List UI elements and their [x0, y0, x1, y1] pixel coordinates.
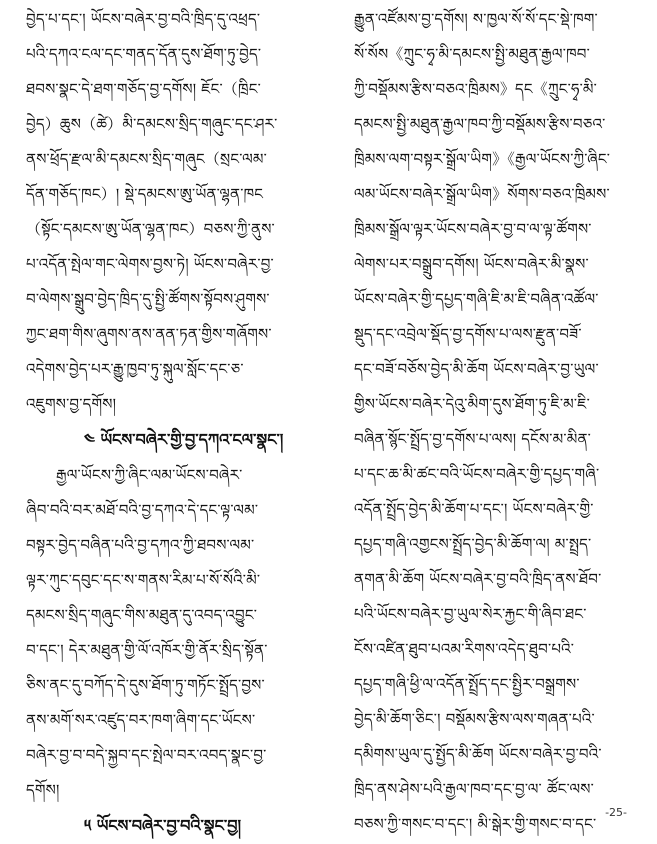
text-line: ཀྱང་ཐག་གིས་ཞུགས་ནས་ནན་ཏན་གྱིས་གཞོགས་ [26, 325, 272, 343]
text-line: སྡུད་དང་འབྲེལ་སྡོད་བྱ་དགོས་པ་ལས་རྫུན་བཟོ་ [354, 325, 582, 343]
text-line: བཞེར་བྱ་བ་བདེ་སྐྱབ་དང་སྤེལ་བར་འབད་སྣང་བྱ་ [26, 746, 267, 764]
text-line: ཐབས་སྣང་དེ་ཐག་གཅོད་བྱ་དགོས། ཇོང་（ཁྲིང་ [26, 80, 261, 98]
text-line: བ་དང་། དེར་མཐུན་གྱི་ལོ་འཁོར་གྱི་ནོར་སྲིད་སྟོན་ [26, 641, 268, 659]
text-line: རྒྱལ་ཡོངས་ཀྱི་ཞིང་ལམ་ཡོངས་བཞེར་ [56, 466, 243, 484]
section-heading-5: ༥ ཡོངས་བཞེར་བྱ་བའི་སྣང་བྱ། [84, 816, 242, 835]
text-line: བ་ལེགས་སྒྲུབ་བྱེད་ཁྲིད་དུ་སྤྱི་ཚོགས་སྟོབས་ཤུགས་ [26, 290, 270, 308]
text-line: འདོན་སྤྲོད་བྱེད་མི་ཆོག་པ་དང་། ཡོངས་བཞེར་གྱི་ [354, 500, 594, 518]
text-line: བྱེད）ཆུས（ཚེ）མི་དམངས་སྲིད་གཞུང་དང་ཤར་ [26, 115, 278, 133]
text-line: ནས་མགོ་སར་འཛུད་བར་ཁག་ཞིག་དང་ཡོངས་ [26, 711, 256, 729]
page-number: -25- [605, 806, 627, 819]
text-line: རྒྱུན་འཛོམས་བྱ་དགོས། ས་ཁྱལ་སོ་སོ་དང་སྡེ་ཁག་ [354, 10, 598, 28]
text-line: བྱེད་མི་ཆོག་ཅིང་། བསྡོམས་རྩིས་ལས་གཞན་པའི་ [354, 710, 595, 728]
paragraph-1 [26, 2, 322, 422]
text-line: དམིགས་ཡུལ་དུ་སྤྱོད་མི་ཆོག ཡོངས་བཞེར་བྱ་བའི་ [354, 745, 602, 763]
text-line: ལྟར་ཀུང་དབུང་དང་ས་གནས་རིམ་པ་སོ་སོའི་མི་ [26, 571, 261, 589]
text-line: ཁྲིད་ནས་ཤེས་པའི་རྒྱལ་ཁབ་དང་བྱ་ལ་ ཚོང་ལས་ [354, 780, 594, 798]
text-line: ལེགས་པར་བསྒྲུབ་དགོས། ཡོངས་བཞེར་མི་སྣས་ [354, 255, 589, 273]
text-line: དགོས། [26, 781, 60, 799]
text-line: དཔྱད་གཞི་ཕྱི་ལ་འདོན་སྤྲོད་དང་སྤྱིར་བསྒྲགས་ [354, 675, 580, 693]
section-heading-4: ༤ ཡོངས་བཞེར་གྱི་བྱ་དཀའ་ངལ་སྣང་། [84, 430, 284, 449]
left-column [26, 2, 322, 844]
text-line: དཔྱད་གཞི་འགྱངས་སྤྲོད་བྱེད་མི་ཆོག་ལ། མ་སྤྲད་ [354, 535, 592, 553]
text-line: གྱིས་ཡོངས་བཞེར་དེའུ་མིག་དུས་ཐོག་ཏུ་ཇི་མ་ཇི་ [354, 395, 590, 413]
text-line: བཞིན་སྙོང་སྤྲོད་བྱ་དགོས་པ་ལས། དངོས་མ་མིན་ [354, 430, 592, 448]
text-line: པའི་ཡོངས་བཞེར་བྱ་ཡུལ་སེར་རྐྱང་གི་ཞིབ་ཐང་ [354, 605, 587, 623]
text-line: དམངས་སྲིད་གཞུང་གིས་མཐུན་དུ་འབད་འབྱུང་ [26, 606, 258, 624]
text-line: བཅས་ཀྱི་གསང་བ་དང་། མི་སྒེར་གྱི་གསང་བ་དང་ [354, 815, 597, 833]
text-line: པ་དང་ཆ་མི་ཚང་བའི་ཡོངས་བཞེར་གྱི་དཔྱད་གཞི་ [354, 465, 600, 483]
paragraph-2 [26, 458, 322, 808]
text-line: བསྟར་བྱེད་བཞིན་པའི་བྱ་དཀའ་ཀྱི་ཐབས་ལམ་ [26, 536, 255, 554]
right-column [354, 2, 650, 842]
text-line: ཞིབ་བའི་བར་མཐོ་བའི་བྱ་དཀའ་དེ་དང་ལྟ་ལམ་ [26, 501, 259, 519]
text-line: ཡོངས་བཞེར་གྱི་དཔྱད་གཞི་ཇི་མ་ཇི་བཞིན་འཚོལ་ [354, 290, 599, 308]
text-line: པ་འདོན་སྤེལ་གང་ལེགས་བྱས་ཏེ། ཡོངས་བཞེར་བྱ་ [26, 255, 274, 273]
text-line: འཇུགས་བྱ་དགོས། [26, 395, 117, 413]
text-line: ངོས་འཛིན་ཐུབ་པའམ་རིགས་འདེད་ཐུབ་པའི་ [354, 640, 575, 658]
text-line: དང་བཟོ་བཅོས་བྱེད་མི་ཆོག ཡོངས་བཞེར་བྱ་ཡུལ་ [354, 360, 599, 378]
text-line: ཀྱི་བསྡོམས་རྩིས་བཅའ་ཁྲིམས》དང《ཀྲུང་ཧྭ་མི་ [354, 80, 598, 98]
text-line: སོ་སོས《ཀྲུང་ཧྭ་མི་དམངས་སྤྱི་མཐུན་རྒྱལ་ཁབ་ [354, 45, 590, 63]
text-line: པའི་དཀའ་ངལ་དང་གནད་དོན་དུས་ཐོག་ཏུ་བྱེད་ [26, 45, 262, 63]
text-line: དམངས་སྤྱི་མཐུན་རྒྱལ་ཁབ་ཀྱི་བསྡོམས་རྩིས་བཅའ་ [354, 115, 606, 133]
text-line: འདེགས་བྱེད་པར་རྒྱུ་ཁྱབ་ཏུ་སྐུལ་སློང་དང་ཅ་ [26, 360, 244, 378]
text-line: （སྟོང་དམངས་ཨུ་ཡོན་ལྷན་ཁང）བཅས་ཀྱི་ནུས་ [26, 220, 275, 238]
text-line: ཁྲིམས་ལག་བསྟར་སྒྲོལ་ཡིག》《རྒྱལ་ཡོངས་ཀྱི་ཞིང་ [354, 150, 611, 168]
text-line: བྱེད་པ་དང་། ཡོངས་བཞེར་བྱ་བའི་ཁྲིད་དུ་འཕྲད་ [26, 10, 261, 28]
text-line: དོན་གཅོད་ཁང）། སྡེ་དམངས་ཨུ་ཡོན་ལྷན་ཁང [26, 185, 264, 203]
text-line: ནགན་མི་ཆོག ཡོངས་བཞེར་བྱ་བའི་ཁྲིད་ནས་ཐོབ་ [354, 570, 602, 588]
text-line: ལམ་ཡོངས་བཞེར་སྒྲོལ་ཡིག》སོགས་བཅའ་ཁྲིམས་ [354, 185, 610, 203]
text-line: ནས་ཕྲོད་རྫལ་མི་དམངས་སྲིད་གཞུང（སྲང་ལམ་ [26, 150, 268, 168]
text-line: ཁྲིམས་སྒྲོལ་ལྟར་ཡོངས་བཞེར་བྱ་བ་ལ་ལྟ་ཚོགས་ [354, 220, 592, 238]
text-line: ཅིས་ནང་དུ་བཀོད་དེ་དུས་ཐོག་ཏུ་གཏོང་སྤྲོད་བྱས་ [26, 676, 265, 694]
